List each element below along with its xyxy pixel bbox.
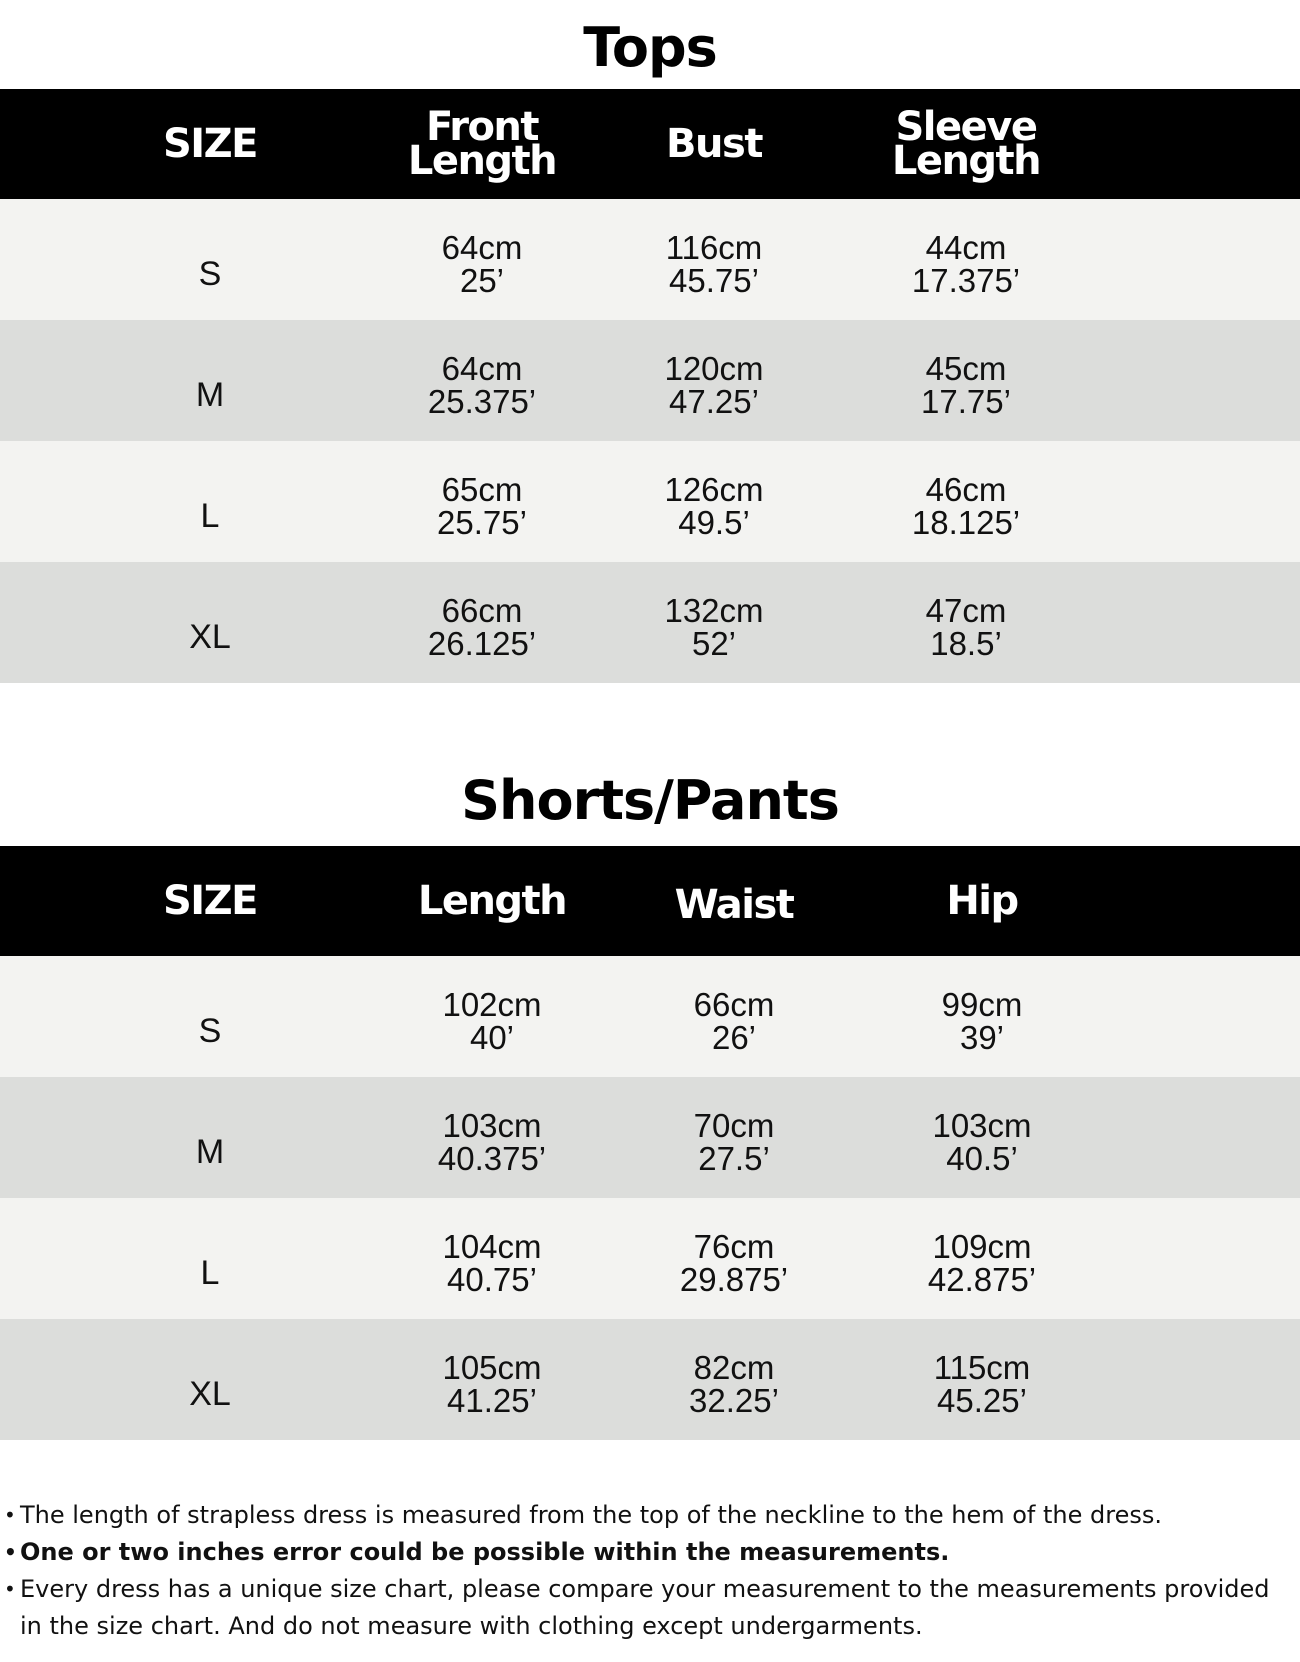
front-length-cell: 64cm 25’ [441, 228, 523, 299]
table-row [0, 199, 1300, 320]
size-cell: L [200, 1254, 220, 1292]
note-item [0, 1534, 1280, 1571]
waist-cell: 66cm 26’ [693, 985, 775, 1056]
hip-cell: 115cm 45.25’ [933, 1348, 1031, 1419]
tops-header-sleeve-length: Sleeve Length [891, 104, 1041, 184]
front-length-cell: 66cm 26.125’ [427, 591, 537, 662]
size-cell: M [195, 376, 225, 414]
bullet-icon: • [4, 1503, 16, 1527]
pants-header-length: Length [417, 878, 567, 924]
table-row [0, 320, 1300, 441]
hip-cell: 103cm 40.5’ [932, 1106, 1032, 1177]
hip-cell: 99cm 39’ [941, 985, 1023, 1056]
pants-header-hip: Hip [946, 878, 1018, 924]
waist-cell: 70cm 27.5’ [693, 1106, 775, 1177]
length-cell: 105cm 41.25’ [442, 1348, 542, 1419]
sleeve-length-cell: 47cm 18.5’ [925, 591, 1007, 662]
note-item [0, 1571, 1280, 1645]
tops-title: Tops [583, 16, 717, 79]
waist-cell: 82cm 32.25’ [689, 1348, 779, 1419]
front-length-cell: 65cm 25.75’ [437, 470, 527, 541]
size-cell: S [198, 255, 222, 293]
size-cell: M [195, 1133, 225, 1171]
size-cell: XL [189, 618, 231, 656]
pants-header-row [0, 846, 1300, 956]
tops-header-bust: Bust [666, 121, 762, 167]
bullet-icon: • [4, 1577, 16, 1601]
length-cell: 104cm 40.75’ [442, 1227, 542, 1298]
hip-cell: 109cm 42.875’ [927, 1227, 1037, 1298]
table-row [0, 1077, 1300, 1198]
note-text: One or two inches error could be possible within the measurements. [20, 1538, 950, 1566]
size-cell: L [200, 497, 220, 535]
front-length-cell: 64cm 25.375’ [427, 349, 537, 420]
bullet-icon: • [4, 1540, 17, 1564]
measurement-notes [0, 1497, 1300, 1645]
tops-header-size: SIZE [162, 121, 258, 167]
size-cell: S [198, 1012, 222, 1050]
length-cell: 103cm 40.375’ [437, 1106, 547, 1177]
table-row [0, 441, 1300, 562]
sleeve-length-cell: 45cm 17.75’ [921, 349, 1011, 420]
pants-header-size: SIZE [162, 878, 258, 924]
table-row [0, 562, 1300, 683]
pants-size-table [0, 846, 1300, 1440]
note-text: Every dress has a unique size chart, please compare your measurement to the measurements provided in the size chart. And do not measure with clothing except undergarments. [20, 1575, 1270, 1640]
length-cell: 102cm 40’ [442, 985, 542, 1056]
table-row [0, 956, 1300, 1077]
sleeve-length-cell: 46cm 18.125’ [911, 470, 1021, 541]
sleeve-length-cell: 44cm 17.375’ [911, 228, 1021, 299]
bust-cell: 132cm 52’ [664, 591, 764, 662]
waist-cell: 76cm 29.875’ [679, 1227, 789, 1298]
tops-header-front-length: Front Length [407, 104, 557, 184]
note-text: The length of strapless dress is measured from the top of the neckline to the hem of the dress. [20, 1501, 1162, 1529]
table-row [0, 1198, 1300, 1319]
pants-title: Shorts/Pants [461, 769, 839, 832]
bust-cell: 116cm 45.75’ [665, 228, 763, 299]
bust-cell: 126cm 49.5’ [664, 470, 764, 541]
bust-cell: 120cm 47.25’ [664, 349, 764, 420]
table-row [0, 1319, 1300, 1440]
tops-header-row [0, 89, 1300, 199]
tops-size-table [0, 89, 1300, 683]
pants-header-waist: Waist [674, 882, 794, 928]
note-item [0, 1497, 1280, 1534]
size-cell: XL [189, 1375, 231, 1413]
